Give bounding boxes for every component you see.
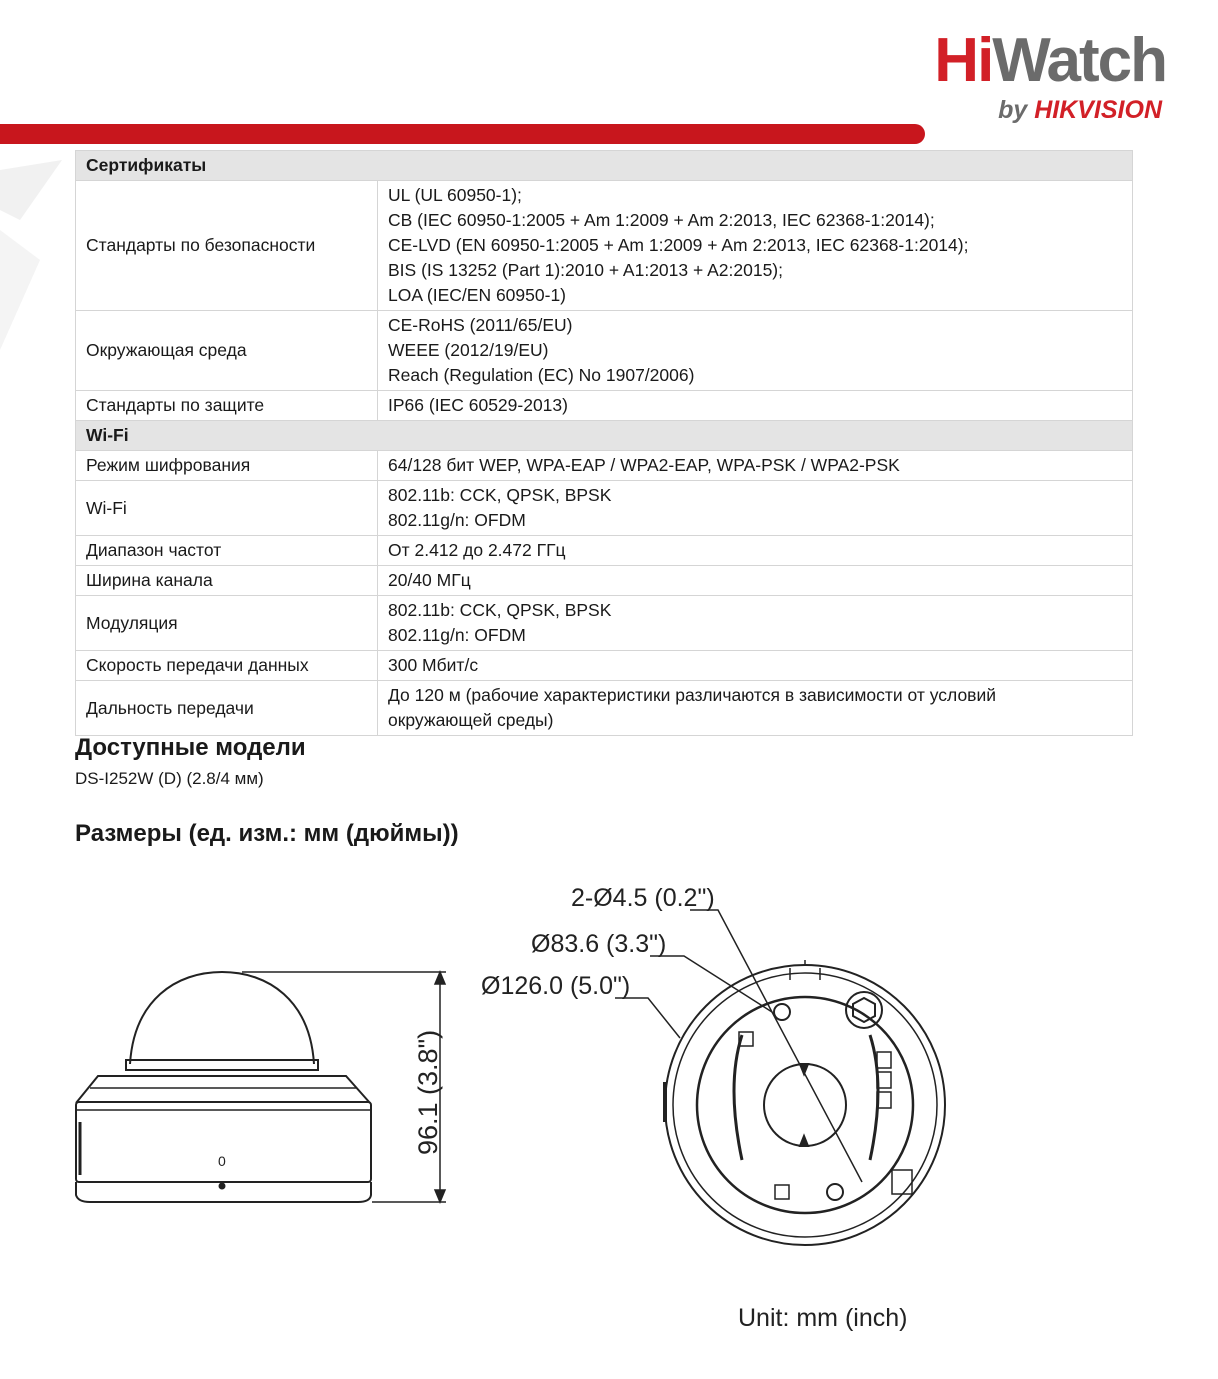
table-row	[76, 391, 1133, 421]
value-line: 802.11g/n: OFDM	[388, 625, 526, 645]
row-value: 300 Мбит/с	[378, 651, 1133, 681]
row-value: От 2.412 до 2.472 ГГц	[378, 536, 1133, 566]
value-line: окружающей среды)	[388, 710, 554, 730]
row-value	[378, 596, 1133, 651]
value-line: CE-LVD (EN 60950-1:2005 + Am 1:2009 + Am 2:2013, IEC 62368-1:2014);	[388, 235, 969, 255]
logo-brand: HIKVISION	[1034, 96, 1162, 124]
logo-by: by	[998, 96, 1028, 124]
logo-wordmark	[934, 26, 1166, 95]
section-header: Wi-Fi	[76, 421, 1133, 451]
table-row	[76, 311, 1133, 391]
row-value	[378, 681, 1133, 736]
row-value: IP66 (IEC 60529-2013)	[378, 391, 1133, 421]
value-line: 802.11b: CCK, QPSK, BPSK	[388, 485, 612, 505]
value-line: BIS (IS 13252 (Part 1):2010 + A1:2013 + A2:2015);	[388, 260, 783, 280]
hiwatch-logo	[934, 26, 1166, 125]
section-row-wifi	[76, 421, 1133, 451]
dimension-drawing	[0, 860, 1218, 1379]
dimensions-title: Размеры (ед. изм.: мм (дюймы))	[75, 820, 459, 847]
inner-diameter-label: Ø83.6 (3.3")	[531, 930, 667, 958]
table-row	[76, 481, 1133, 536]
section-row-certificates	[76, 151, 1133, 181]
value-line: LOA (IEC/EN 60950-1)	[388, 285, 566, 305]
table-row	[76, 681, 1133, 736]
value-line: UL (UL 60950-1);	[388, 185, 522, 205]
table-row	[76, 596, 1133, 651]
spec-table	[75, 150, 1133, 736]
table-row	[76, 181, 1133, 311]
height-label: 96.1 (3.8")	[413, 1029, 443, 1155]
logo-subline	[934, 96, 1162, 125]
row-value: 64/128 бит WEP, WPA-EAP / WPA2-EAP, WPA-PSK / WPA2-PSK	[378, 451, 1133, 481]
value-line: До 120 м (рабочие характеристики различаются в зависимости от условий	[388, 685, 997, 705]
watermark-shape	[0, 150, 70, 350]
row-label: Модуляция	[76, 596, 378, 651]
row-label: Стандарты по безопасности	[76, 181, 378, 311]
front-mark: 0	[218, 1153, 226, 1169]
value-line: 802.11b: CCK, QPSK, BPSK	[388, 600, 612, 620]
table-row	[76, 451, 1133, 481]
row-label: Стандарты по защите	[76, 391, 378, 421]
value-line: WEEE (2012/19/EU)	[388, 340, 549, 360]
unit-label: Unit: mm (inch)	[738, 1304, 908, 1332]
value-line: 802.11g/n: OFDM	[388, 510, 526, 530]
header-red-bar	[0, 124, 925, 144]
row-label: Режим шифрования	[76, 451, 378, 481]
table-row	[76, 566, 1133, 596]
logo-hi: Hi	[934, 26, 993, 95]
row-label: Ширина канала	[76, 566, 378, 596]
row-value	[378, 311, 1133, 391]
row-label: Диапазон частот	[76, 536, 378, 566]
row-label: Окружающая среда	[76, 311, 378, 391]
row-label: Wi-Fi	[76, 481, 378, 536]
row-value	[378, 181, 1133, 311]
models-value: DS-I252W (D) (2.8/4 мм)	[75, 769, 264, 788]
value-line: Reach (Regulation (EC) No 1907/2006)	[388, 365, 695, 385]
hole-label: 2-Ø4.5 (0.2")	[571, 884, 715, 912]
table-row	[76, 536, 1133, 566]
row-label: Дальность передачи	[76, 681, 378, 736]
value-line: CE-RoHS (2011/65/EU)	[388, 315, 573, 335]
row-label: Скорость передачи данных	[76, 651, 378, 681]
logo-watch: Watch	[992, 26, 1166, 95]
outer-diameter-label: Ø126.0 (5.0")	[481, 972, 631, 1000]
row-value: 20/40 МГц	[378, 566, 1133, 596]
section-header: Сертификаты	[76, 151, 1133, 181]
value-line: CB (IEC 60950-1:2005 + Am 1:2009 + Am 2:2013, IEC 62368-1:2014);	[388, 210, 935, 230]
camera-top-view	[665, 960, 945, 1245]
models-title: Доступные модели	[75, 734, 306, 761]
table-row	[76, 651, 1133, 681]
row-value	[378, 481, 1133, 536]
